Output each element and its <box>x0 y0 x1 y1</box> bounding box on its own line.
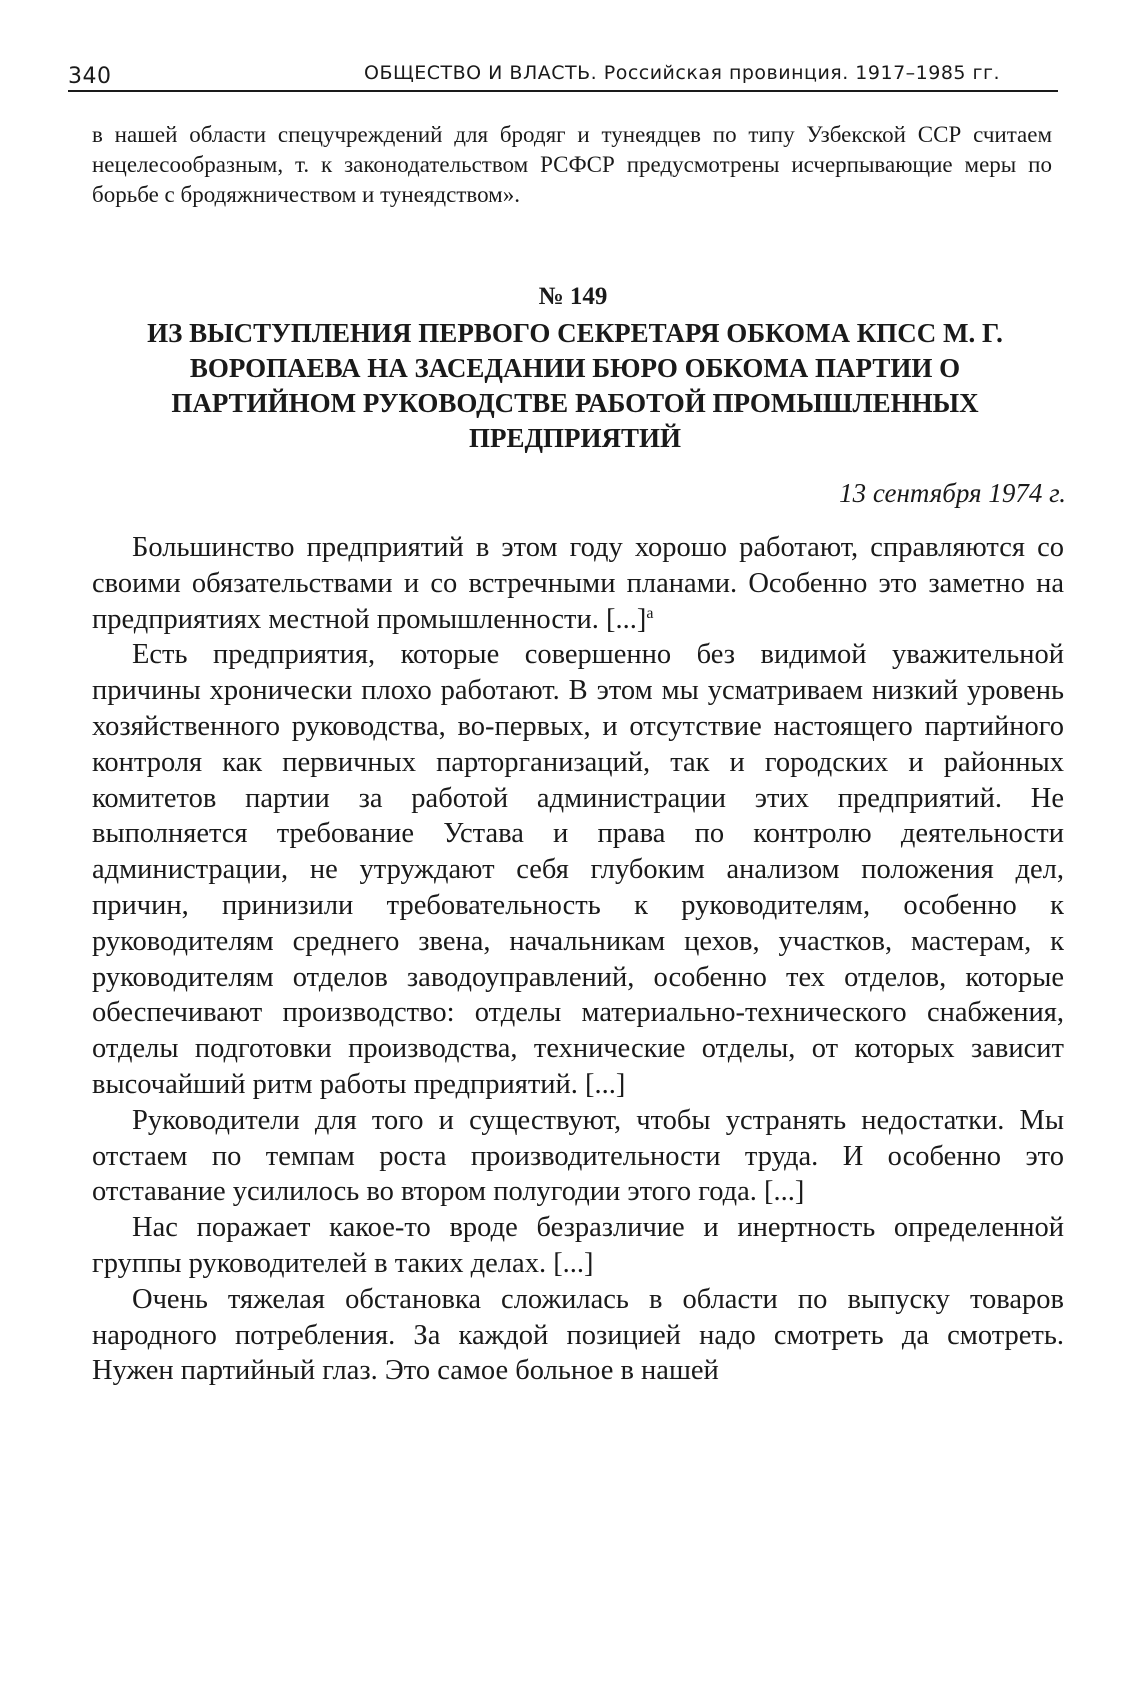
running-title: ОБЩЕСТВО И ВЛАСТЬ. Российская провинция. 1917–1985 гг. <box>364 62 1001 84</box>
document-number: № 149 <box>538 283 608 310</box>
document-date: 13 сентября 1974 г. <box>839 478 1066 508</box>
footnote-marker: а <box>646 604 654 622</box>
body-paragraph: Руководители для того и существуют, чтобы устранять недостатки. Мы отстаем по темпам роста производительности труда. И особенно это отставание усилилось во втором полугодии этого года. [...] <box>92 1104 1064 1208</box>
intro-paragraph: в нашей области спецучреждений для бродяг и тунеядцев по типу Узбекской ССР считаем нецелесообразным, т. к законодательством РСФСР предусмотрены исчерпывающие меры по борьбе с бродяжничеством и тунеядством». <box>92 122 1052 207</box>
page-number: 340 <box>68 64 112 89</box>
document-title: ИЗ ВЫСТУПЛЕНИЯ ПЕРВОГО СЕКРЕТАРЯ ОБКОМА КПСС М. Г. ВОРОПАЕВА НА ЗАСЕДАНИИ БЮРО ОБКОМА ПАРТИИ О ПАРТИЙНОМ РУКОВОДСТВЕ РАБОТОЙ ПРОМЫШЛЕННЫХ ПРЕДПРИЯТИЙ <box>147 318 1003 453</box>
body-paragraph: Есть предприятия, которые совершенно без видимой уважительной причины хронически плохо работают. В этом мы усматриваем низкий уровень хозяйственного руководства, во-первых, и отсутствие настоящего партийного контроля как первичных парторганизаций, так и городских и районных комитетов партии за работой администрации этих предприятий. Не выполняется требование Устава и права по контролю деятельности администрации, не утруждают себя глубоким анализом положения дел, причин, принизили требовательность к руководителям, особенно к руководителям среднего звена, начальникам цехов, участков, мастерам, к руководителям отделов заводоуправлений, особенно тех отделов, которые обеспечивают производство: отделы материально-технического снабжения, отделы подготовки производства, технические отделы, от которых зависит высочайший ритм работы предприятий. [...] <box>92 639 1064 1100</box>
body-paragraph: Очень тяжелая обстановка сложилась в области по выпуску товаров народного потребления. За каждой позицией надо смотреть да смотреть. Нужен партийный глаз. Это самое больное в нашей <box>92 1283 1064 1387</box>
header-rule <box>68 90 1058 92</box>
paragraph-text: Большинство предприятий в этом году хорошо работают, справляются со своими обязательствами и со встречными планами. Особенно это заметно на предприятиях местной промышленности. [...] <box>92 532 1064 635</box>
body-paragraph: Нас поражает какое-то вроде безразличие и инертность определенной группы руководителей в таких делах. [...] <box>92 1212 1064 1279</box>
document-body <box>92 530 1064 1389</box>
body-paragraph <box>92 530 1064 637</box>
